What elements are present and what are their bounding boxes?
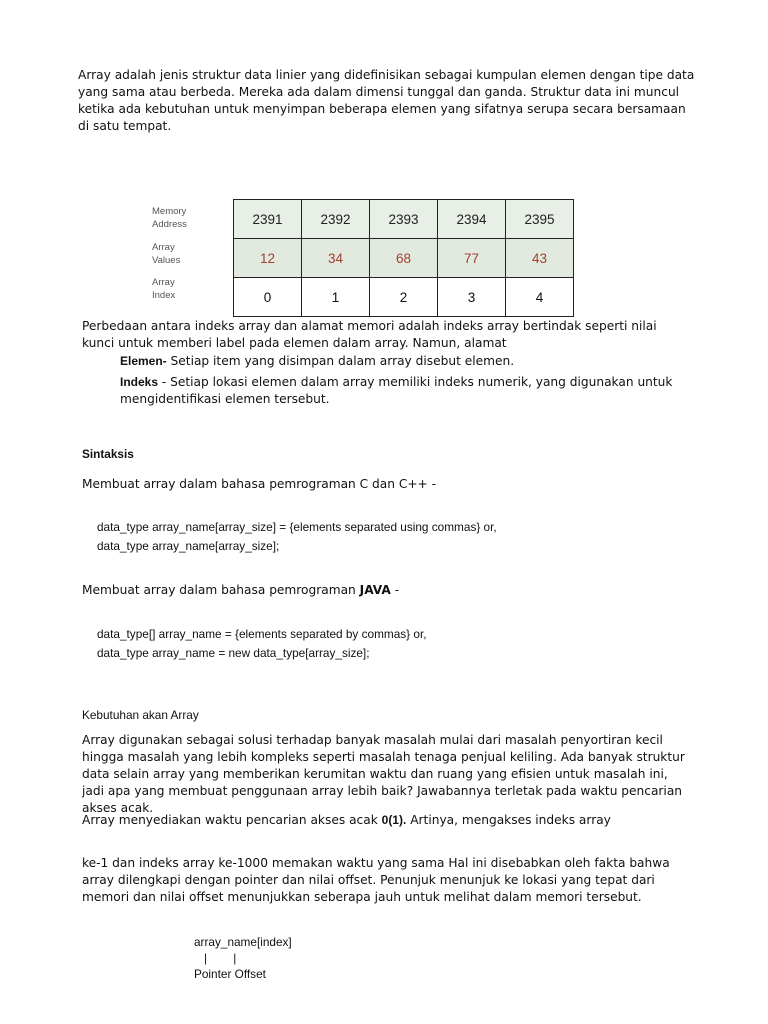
row-label-memory-address	[152, 205, 212, 231]
pointer-diagram	[194, 934, 292, 982]
index-row	[234, 278, 574, 317]
code-line: data_type array_name = new data_type[array_size];	[97, 646, 370, 660]
access-paragraph	[82, 813, 611, 827]
value-cell: 68	[370, 239, 438, 278]
java-code-block	[97, 625, 427, 663]
address-cell: 2395	[506, 200, 574, 239]
c-code-block	[97, 518, 497, 556]
definition-elemen	[120, 353, 680, 370]
diagram-bars: | |	[204, 951, 237, 965]
index-cell: 3	[438, 278, 506, 317]
row-label-line: Array	[152, 242, 175, 253]
access-text: Array menyediakan waktu pencarian akses acak	[82, 813, 382, 827]
difference-paragraph: Perbedaan antara indeks array dan alamat memori adalah indeks array bertindak seperti nilai kunci untuk memberi label pada elemen dalam array. Namun, alamat	[82, 319, 657, 350]
offset-paragraph: ke-1 dan indeks array ke-1000 memakan waktu yang sama Hal ini disebabkan oleh fakta bahwa array dilengkapi dengan pointer dan nilai offset. Penunjuk menunjuk ke lokasi yang tepat dari memori dan nilai offset menunjukkan seberapa jauh untuk melihat dalam memori tersebut.	[82, 856, 670, 904]
row-label-array-values	[152, 241, 212, 267]
access-suffix: Artinya, mengakses indeks array	[406, 813, 611, 827]
c-intro: Membuat array dalam bahasa pemrograman C dan C++ -	[82, 477, 437, 491]
diagram-labels: Pointer Offset	[194, 967, 266, 981]
definition-text: Setiap item yang disimpan dalam array disebut elemen.	[166, 354, 515, 368]
row-label-line: Values	[152, 255, 181, 266]
value-cell: 12	[234, 239, 302, 278]
address-cell: 2393	[370, 200, 438, 239]
array-table	[233, 199, 574, 317]
value-cell: 34	[302, 239, 370, 278]
address-cell: 2392	[302, 200, 370, 239]
access-bold: 0(1).	[381, 813, 407, 827]
index-cell: 1	[302, 278, 370, 317]
address-cell: 2391	[234, 200, 302, 239]
row-label-line: Index	[152, 290, 176, 301]
row-label-line: Address	[152, 219, 187, 230]
row-label-array-index	[152, 276, 212, 302]
definition-term: Indeks	[120, 375, 159, 389]
row-label-line: Array	[152, 277, 175, 288]
code-line: data_type array_name[array_size] = {elements separated using commas} or,	[97, 520, 497, 534]
definition-text: - Setiap lokasi elemen dalam array memiliki indeks numerik, yang digunakan untuk mengidentifikasi elemen tersebut.	[120, 375, 673, 406]
row-label-line: Memory	[152, 206, 187, 217]
definition-indeks	[120, 374, 680, 408]
definition-term: Elemen-	[120, 354, 167, 368]
index-cell: 2	[370, 278, 438, 317]
need-heading: Kebutuhan akan Array	[82, 708, 199, 722]
intro-paragraph: Array adalah jenis struktur data linier yang didefinisikan sebagai kumpulan elemen dengan tipe data yang sama atau berbeda. Mereka ada dalam dimensi tunggal dan ganda. Struktur data ini muncul ketika ada kebutuhan untuk menyimpan beberapa elemen yang sifatnya serupa secara bersamaan di satu tempat.	[78, 68, 695, 133]
value-cell: 43	[506, 239, 574, 278]
value-cell: 77	[438, 239, 506, 278]
values-row	[234, 239, 574, 278]
index-cell: 0	[234, 278, 302, 317]
index-cell: 4	[506, 278, 574, 317]
java-intro-bold: JAVA	[359, 583, 391, 597]
need-paragraph: Array digunakan sebagai solusi terhadap banyak masalah mulai dari masalah penyortiran kecil hingga masalah yang lebih kompleks seperti masalah tenaga penjual keliling. Ada banyak struktur data selain array yang memberikan kerumitan waktu dan ruang yang efisien untuk masalah ini, jadi apa yang membuat penggunaan array lebih baik? Jawabannya terletak pada waktu pencarian akses acak.	[82, 733, 685, 815]
java-intro-suffix: -	[390, 583, 400, 597]
java-intro	[82, 583, 399, 597]
syntax-heading: Sintaksis	[82, 447, 134, 461]
java-intro-text: Membuat array dalam bahasa pemrograman	[82, 583, 360, 597]
address-cell: 2394	[438, 200, 506, 239]
address-row	[234, 200, 574, 239]
code-line: data_type array_name[array_size];	[97, 539, 280, 553]
code-line: data_type[] array_name = {elements separated by commas} or,	[97, 627, 427, 641]
diagram-expression: array_name[index]	[194, 935, 292, 949]
